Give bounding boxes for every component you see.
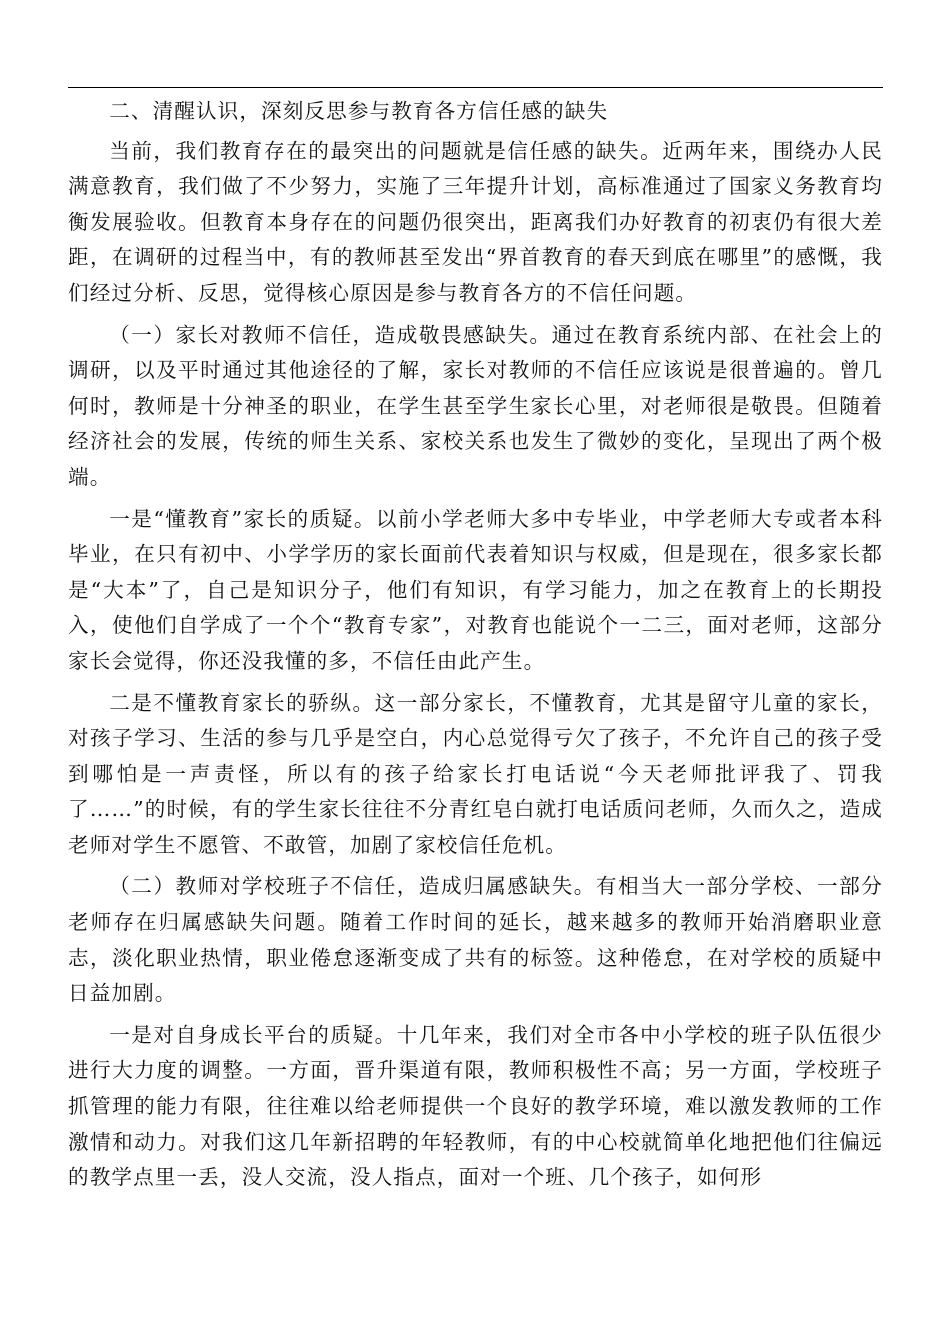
paragraph: 当前，我们教育存在的最突出的问题就是信任感的缺失。近两年来，围绕办人民满意教育，我们做了不少努力，实施了三年提升计划，高标准通过了国家义务教育均衡发展验收。但教育本身存在的问题仍很突出，距离我们办好教育的初衷仍有很大差距，在调研的过程当中，有的教师甚至发出“界首教育的春天到底在哪里”的感慨，我们经过分析、反思，觉得核心原因是参与教育各方的不信任问题。 [68, 138, 883, 305]
section-heading: 二、清醒认识，深刻反思参与教育各方信任感的缺失 [109, 99, 609, 123]
paragraph: （一）家长对教师不信任，造成敬畏感缺失。通过在教育系统内部、在社会上的调研，以及平时通过其他途径的了解，家长对教师的不信任应该说是很普遍的。曾几何时，教师是十分神圣的职业，在学生甚至学生家长心里，对老师很是敬畏。但随着经济社会的发展，传统的师生关系、家校关系也发生了微妙的变化，呈现出了两个极端。 [68, 322, 883, 489]
paragraph: 一是对自身成长平台的质疑。十几年来，我们对全市各中小学校的班子队伍很少进行大力度的调整。一方面，晋升渠道有限，教师积极性不高；另一方面，学校班子抓管理的能力有限，往往难以给老师提供一个良好的教学环境，难以激发教师的工作激情和动力。对我们这几年新招聘的年轻教师，有的中心校就简单化地把他们往偏远的教学点里一丢，没人交流，没人指点，面对一个班、几个孩子，如何形 [68, 1022, 883, 1190]
paragraph: （二）教师对学校班子不信任，造成归属感缺失。有相当大一部分学校、一部分老师存在归属感缺失问题。随着工作时间的延长，越来越多的教师开始消磨职业意志，淡化职业热情，职业倦怠逐渐变成了共有的标签。这种倦怠，在对学校的质疑中日益加剧。 [68, 874, 883, 1006]
header-rule [68, 87, 883, 88]
document-body [68, 94, 883, 1202]
paragraph: 二是不懂教育家长的骄纵。这一部分家长，不懂教育，尤其是留守儿童的家长，对孩子学习、生活的参与几乎是空白，内心总觉得亏欠了孩子，不允许自己的孩子受到哪怕是一声责怪，所以有的孩子给家长打电话说“今天老师批评我了、罚我了……”的时候，有的学生家长往往不分青红皂白就打电话质问老师，久而久之，造成老师对学生不愿管、不敢管，加剧了家校信任危机。 [68, 690, 883, 857]
paragraph: 一是“懂教育”家长的质疑。以前小学老师大多中专毕业，中学老师大专或者本科毕业，在只有初中、小学学历的家长面前代表着知识与权威，但是现在，很多家长都是“大本”了，自己是知识分子，他们有知识，有学习能力，加之在教育上的长期投入，使他们自学成了一个个“教育专家”，对教育也能说个一二三，面对老师，这部分家长会觉得，你还没我懂的多，不信任由此产生。 [68, 506, 883, 673]
